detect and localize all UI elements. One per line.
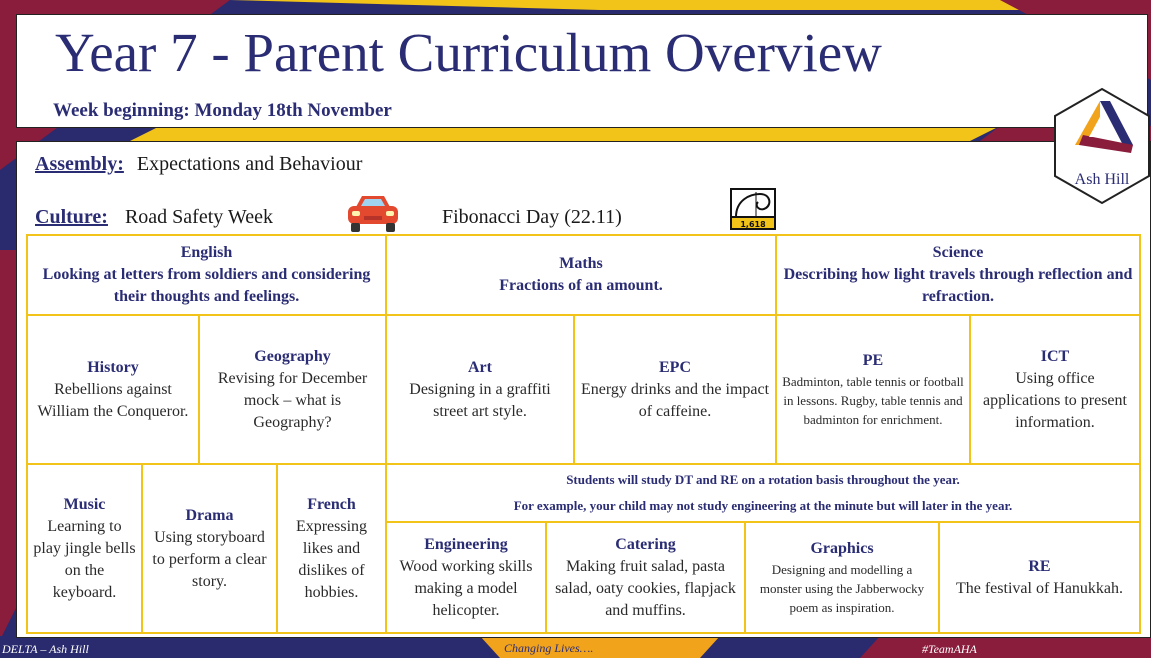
subject-cell-art: [385, 314, 575, 465]
subject-description: Using office applications to present information.: [983, 369, 1127, 431]
subject-description: Badminton, table tennis or football in lessons. Rugby, table tennis and badminton for enrichment.: [782, 374, 964, 427]
subject-description: Rebellions against William the Conqueror.: [37, 380, 189, 420]
fibonacci-number: 1,618: [740, 220, 766, 229]
subject-description: Learning to play jingle bells on the keyboard.: [33, 517, 136, 601]
subject-cell-drama: [141, 463, 278, 634]
subject-title: PE: [862, 352, 884, 369]
subject-title: Catering: [615, 535, 676, 553]
culture-line: [35, 206, 622, 229]
assembly-line: [35, 153, 362, 176]
subject-title: Maths: [559, 255, 603, 272]
subject-description: Describing how light travels through reflection and refraction.: [783, 266, 1133, 305]
culture-item-fibonacci: Fibonacci Day (22.11): [442, 206, 622, 228]
subject-description: Using storyboard to perform a clear story.: [152, 528, 267, 590]
subject-cell-engineering: [385, 521, 547, 634]
subject-cell-maths: [385, 234, 777, 316]
subject-title: French: [307, 495, 356, 513]
content-panel: [16, 141, 1151, 638]
subject-title: History: [87, 358, 139, 376]
car-icon: [344, 192, 402, 234]
subject-cell-graphics: [744, 521, 940, 634]
logo-text: Ash Hill: [1074, 171, 1130, 188]
subject-description: Energy drinks and the impact of caffeine.: [580, 380, 770, 420]
subject-cell-re: [938, 521, 1141, 634]
subject-description: Fractions of an amount.: [499, 277, 663, 294]
footer: [0, 641, 1151, 658]
subject-cell-english: [26, 234, 387, 316]
subject-description: Expressing likes and dislikes of hobbies.: [295, 517, 368, 601]
delta-logo-icon: [1053, 87, 1151, 205]
subject-title: Geography: [254, 347, 331, 365]
subject-cell-science: [775, 234, 1141, 316]
subject-description: Looking at letters from soldiers and considering their thoughts and feelings.: [42, 266, 371, 305]
footer-right: #TeamAHA: [922, 642, 977, 656]
subject-description: The festival of Hanukkah.: [955, 579, 1124, 597]
subject-title: RE: [1028, 557, 1051, 575]
subject-description: Revising for December mock – what is Geography?: [217, 369, 368, 431]
subject-title: Art: [468, 358, 492, 376]
subject-title: Drama: [185, 506, 234, 524]
footer-center: Changing Lives….: [504, 641, 594, 655]
rotation-line-2: For example, your child may not study engineering at the minute but will later in the year.: [513, 498, 1013, 513]
culture-label: Culture:: [35, 206, 108, 228]
subject-cell-geography: [198, 314, 387, 465]
culture-item-road-safety: Road Safety Week: [124, 206, 273, 228]
subject-cell-pe: [775, 314, 971, 465]
subject-description: Designing and modelling a monster using the Jabberwocky poem as inspiration.: [759, 562, 925, 615]
week-beginning: Week beginning: Monday 18th November: [53, 100, 392, 121]
page-title: Year 7 - Parent Curriculum Overview: [55, 22, 882, 83]
header-panel: [16, 14, 1148, 128]
subject-title: ICT: [1040, 347, 1070, 365]
subject-cell-french: [276, 463, 387, 634]
subject-description: Wood working skills making a model helicopter.: [399, 557, 533, 619]
subject-title: English: [180, 244, 233, 261]
assembly-label: Assembly:: [35, 153, 124, 175]
subject-cell-music: [26, 463, 143, 634]
rotation-note: [385, 463, 1141, 523]
subject-title: EPC: [659, 358, 691, 376]
school-logo: [1053, 87, 1151, 205]
footer-left: DELTA – Ash Hill: [2, 642, 89, 656]
assembly-text: Expectations and Behaviour: [136, 153, 363, 175]
subject-title: Graphics: [810, 540, 874, 557]
subject-description: Designing in a graffiti street art style.: [409, 380, 551, 420]
subject-title: Science: [932, 244, 984, 261]
subject-title: Engineering: [424, 535, 508, 553]
subject-grid: [26, 234, 1141, 634]
rotation-line-1: Students will study DT and RE on a rotation basis throughout the year.: [566, 472, 960, 487]
subject-cell-epc: [573, 314, 777, 465]
subject-description: Making fruit salad, pasta salad, oaty cookies, flapjack and muffins.: [555, 557, 736, 619]
fibonacci-spiral-icon: [730, 188, 776, 230]
subject-cell-history: [26, 314, 200, 465]
subject-cell-catering: [545, 521, 746, 634]
subject-cell-ict: [969, 314, 1141, 465]
subject-title: Music: [63, 495, 106, 513]
